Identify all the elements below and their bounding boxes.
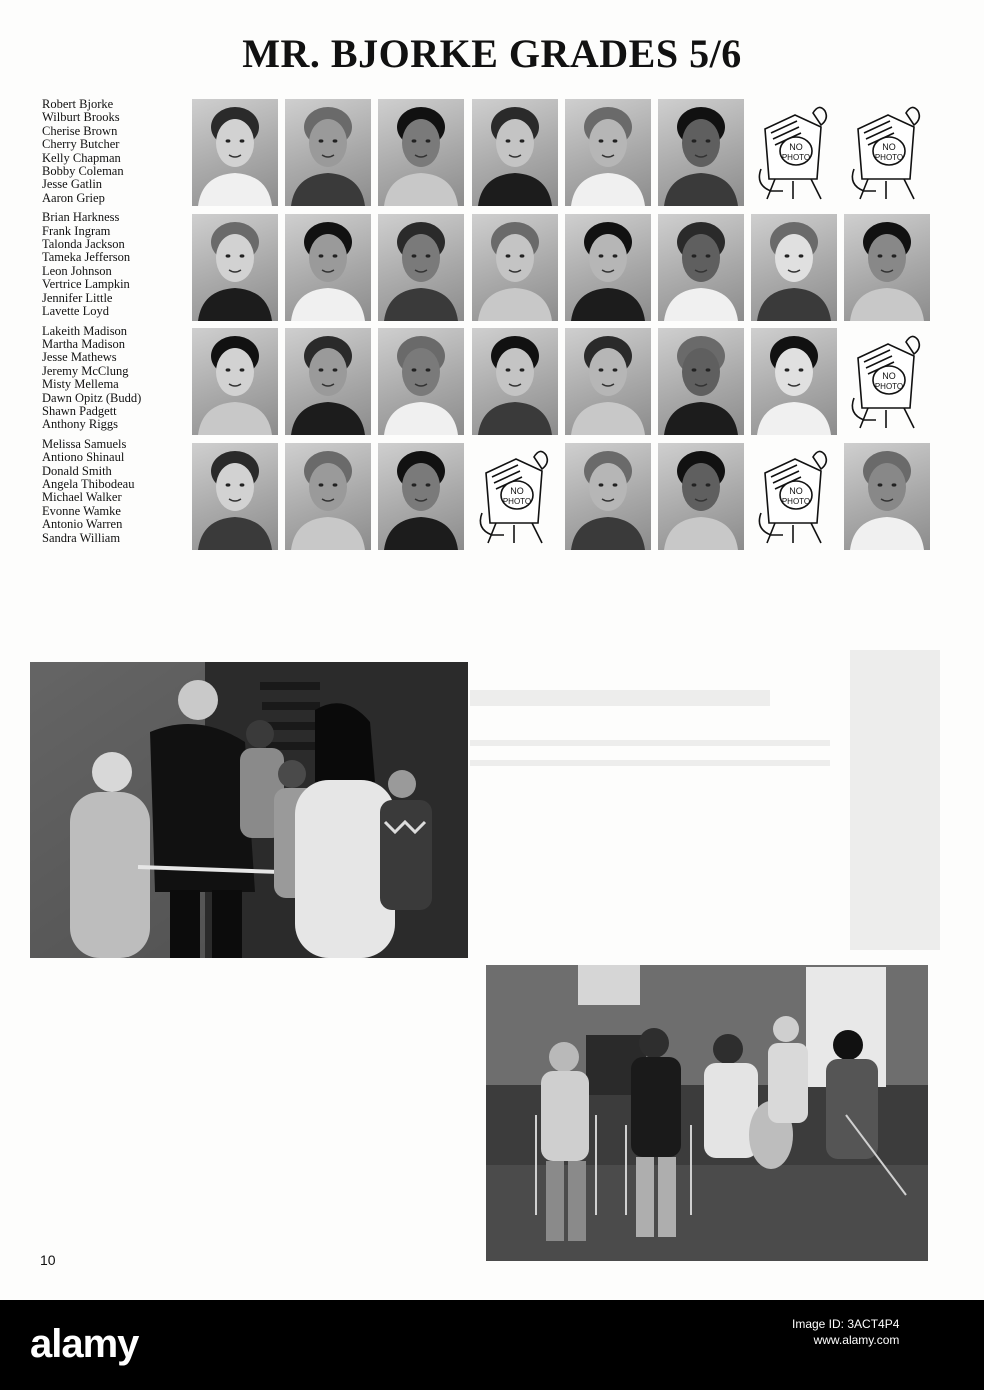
student-portrait (658, 443, 744, 550)
student-portrait (658, 214, 744, 321)
page-title: MR. BJORKE GRADES 5/6 (242, 31, 742, 76)
no-photo-label: NO (882, 371, 896, 381)
student-name: Jesse Gatlin (42, 177, 103, 192)
student-name: Antiono Shinaul (42, 450, 125, 465)
student-portrait (658, 99, 744, 206)
student-portrait (285, 99, 371, 206)
student-name: Sandra William (42, 530, 121, 545)
student-name: Tameka Jefferson (42, 250, 131, 265)
no-photo-label: PHOTO (502, 497, 532, 506)
student-name: Donald Smith (42, 463, 112, 478)
student-name: Cherise Brown (42, 123, 118, 138)
student-name: Brian Harkness (42, 210, 120, 225)
no-photo-label: PHOTO (781, 497, 811, 506)
no-photo-label: PHOTO (874, 382, 904, 391)
student-name: Frank Ingram (42, 223, 111, 238)
student-name: Dawn Opitz (Budd) (42, 390, 142, 405)
page-number: 10 (40, 1252, 56, 1268)
student-portrait (751, 214, 837, 321)
student-name: Antonio Warren (42, 517, 123, 532)
student-name: Shawn Padgett (42, 403, 117, 418)
no-photo-label: NO (882, 142, 896, 152)
student-name: Talonda Jackson (42, 237, 125, 252)
student-portrait (378, 443, 464, 550)
student-name: Misty Mellema (42, 377, 119, 392)
student-portrait (192, 99, 278, 206)
student-name: Vertrice Lampkin (42, 277, 130, 292)
student-name: Aaron Griep (42, 190, 105, 205)
no-photo-placeholder (844, 99, 930, 206)
student-portrait (472, 214, 558, 321)
name-group (42, 438, 141, 545)
student-portrait (844, 214, 930, 321)
student-name: Kelly Chapman (42, 150, 121, 165)
student-name: Martha Madison (42, 336, 125, 351)
student-portrait (378, 328, 464, 435)
student-portrait (192, 443, 278, 550)
student-portrait (378, 99, 464, 206)
student-portrait (378, 214, 464, 321)
student-name: Lakeith Madison (42, 323, 128, 338)
student-name: Lavette Loyd (42, 304, 109, 319)
student-portrait (565, 214, 651, 321)
watermark-meta (792, 1316, 899, 1348)
student-portrait (285, 214, 371, 321)
student-name: Jennifer Little (42, 290, 113, 305)
student-name: Melissa Samuels (42, 436, 127, 451)
no-photo-label: PHOTO (781, 153, 811, 162)
student-portrait (472, 99, 558, 206)
student-name: Evonne Wamke (42, 503, 121, 518)
student-portrait (565, 99, 651, 206)
no-photo-label: NO (789, 486, 803, 496)
student-name: Anthony Riggs (42, 417, 119, 432)
student-name: Leon Johnson (42, 263, 112, 278)
candid-photo-teacher-students (30, 662, 468, 958)
no-photo-placeholder (751, 443, 837, 550)
watermark-url: www.alamy.com (813, 1333, 900, 1347)
student-portrait (751, 328, 837, 435)
student-name-list (42, 98, 141, 551)
candid-photo-music-class (486, 965, 928, 1261)
student-portrait (285, 443, 371, 550)
name-group (42, 211, 141, 318)
student-name: Robert Bjorke (42, 97, 114, 111)
student-name: Jesse Mathews (42, 350, 117, 365)
student-portrait (285, 328, 371, 435)
student-portrait (565, 443, 651, 550)
no-photo-placeholder (472, 443, 558, 550)
stock-watermark-bar (0, 1300, 984, 1390)
name-group (42, 98, 141, 205)
student-portrait (472, 328, 558, 435)
no-photo-placeholder (751, 99, 837, 206)
student-portrait (844, 443, 930, 550)
student-portrait (565, 328, 651, 435)
image-id: Image ID: 3ACT4P4 (792, 1317, 900, 1331)
student-name: Jeremy McClung (42, 363, 129, 378)
alamy-logo: alamy (30, 1322, 139, 1366)
student-portrait (192, 328, 278, 435)
student-name: Wilburt Brooks (42, 110, 120, 125)
student-portrait (192, 214, 278, 321)
student-name: Bobby Coleman (42, 164, 124, 179)
no-photo-label: PHOTO (874, 153, 904, 162)
student-name: Michael Walker (42, 490, 122, 505)
student-name: Cherry Butcher (42, 137, 120, 152)
student-name: Angela Thibodeau (42, 476, 135, 491)
no-photo-placeholder (844, 328, 930, 435)
show-through-artifact (470, 650, 940, 970)
name-group (42, 325, 141, 432)
student-portrait (658, 328, 744, 435)
no-photo-label: NO (789, 142, 803, 152)
no-photo-label: NO (510, 486, 524, 496)
